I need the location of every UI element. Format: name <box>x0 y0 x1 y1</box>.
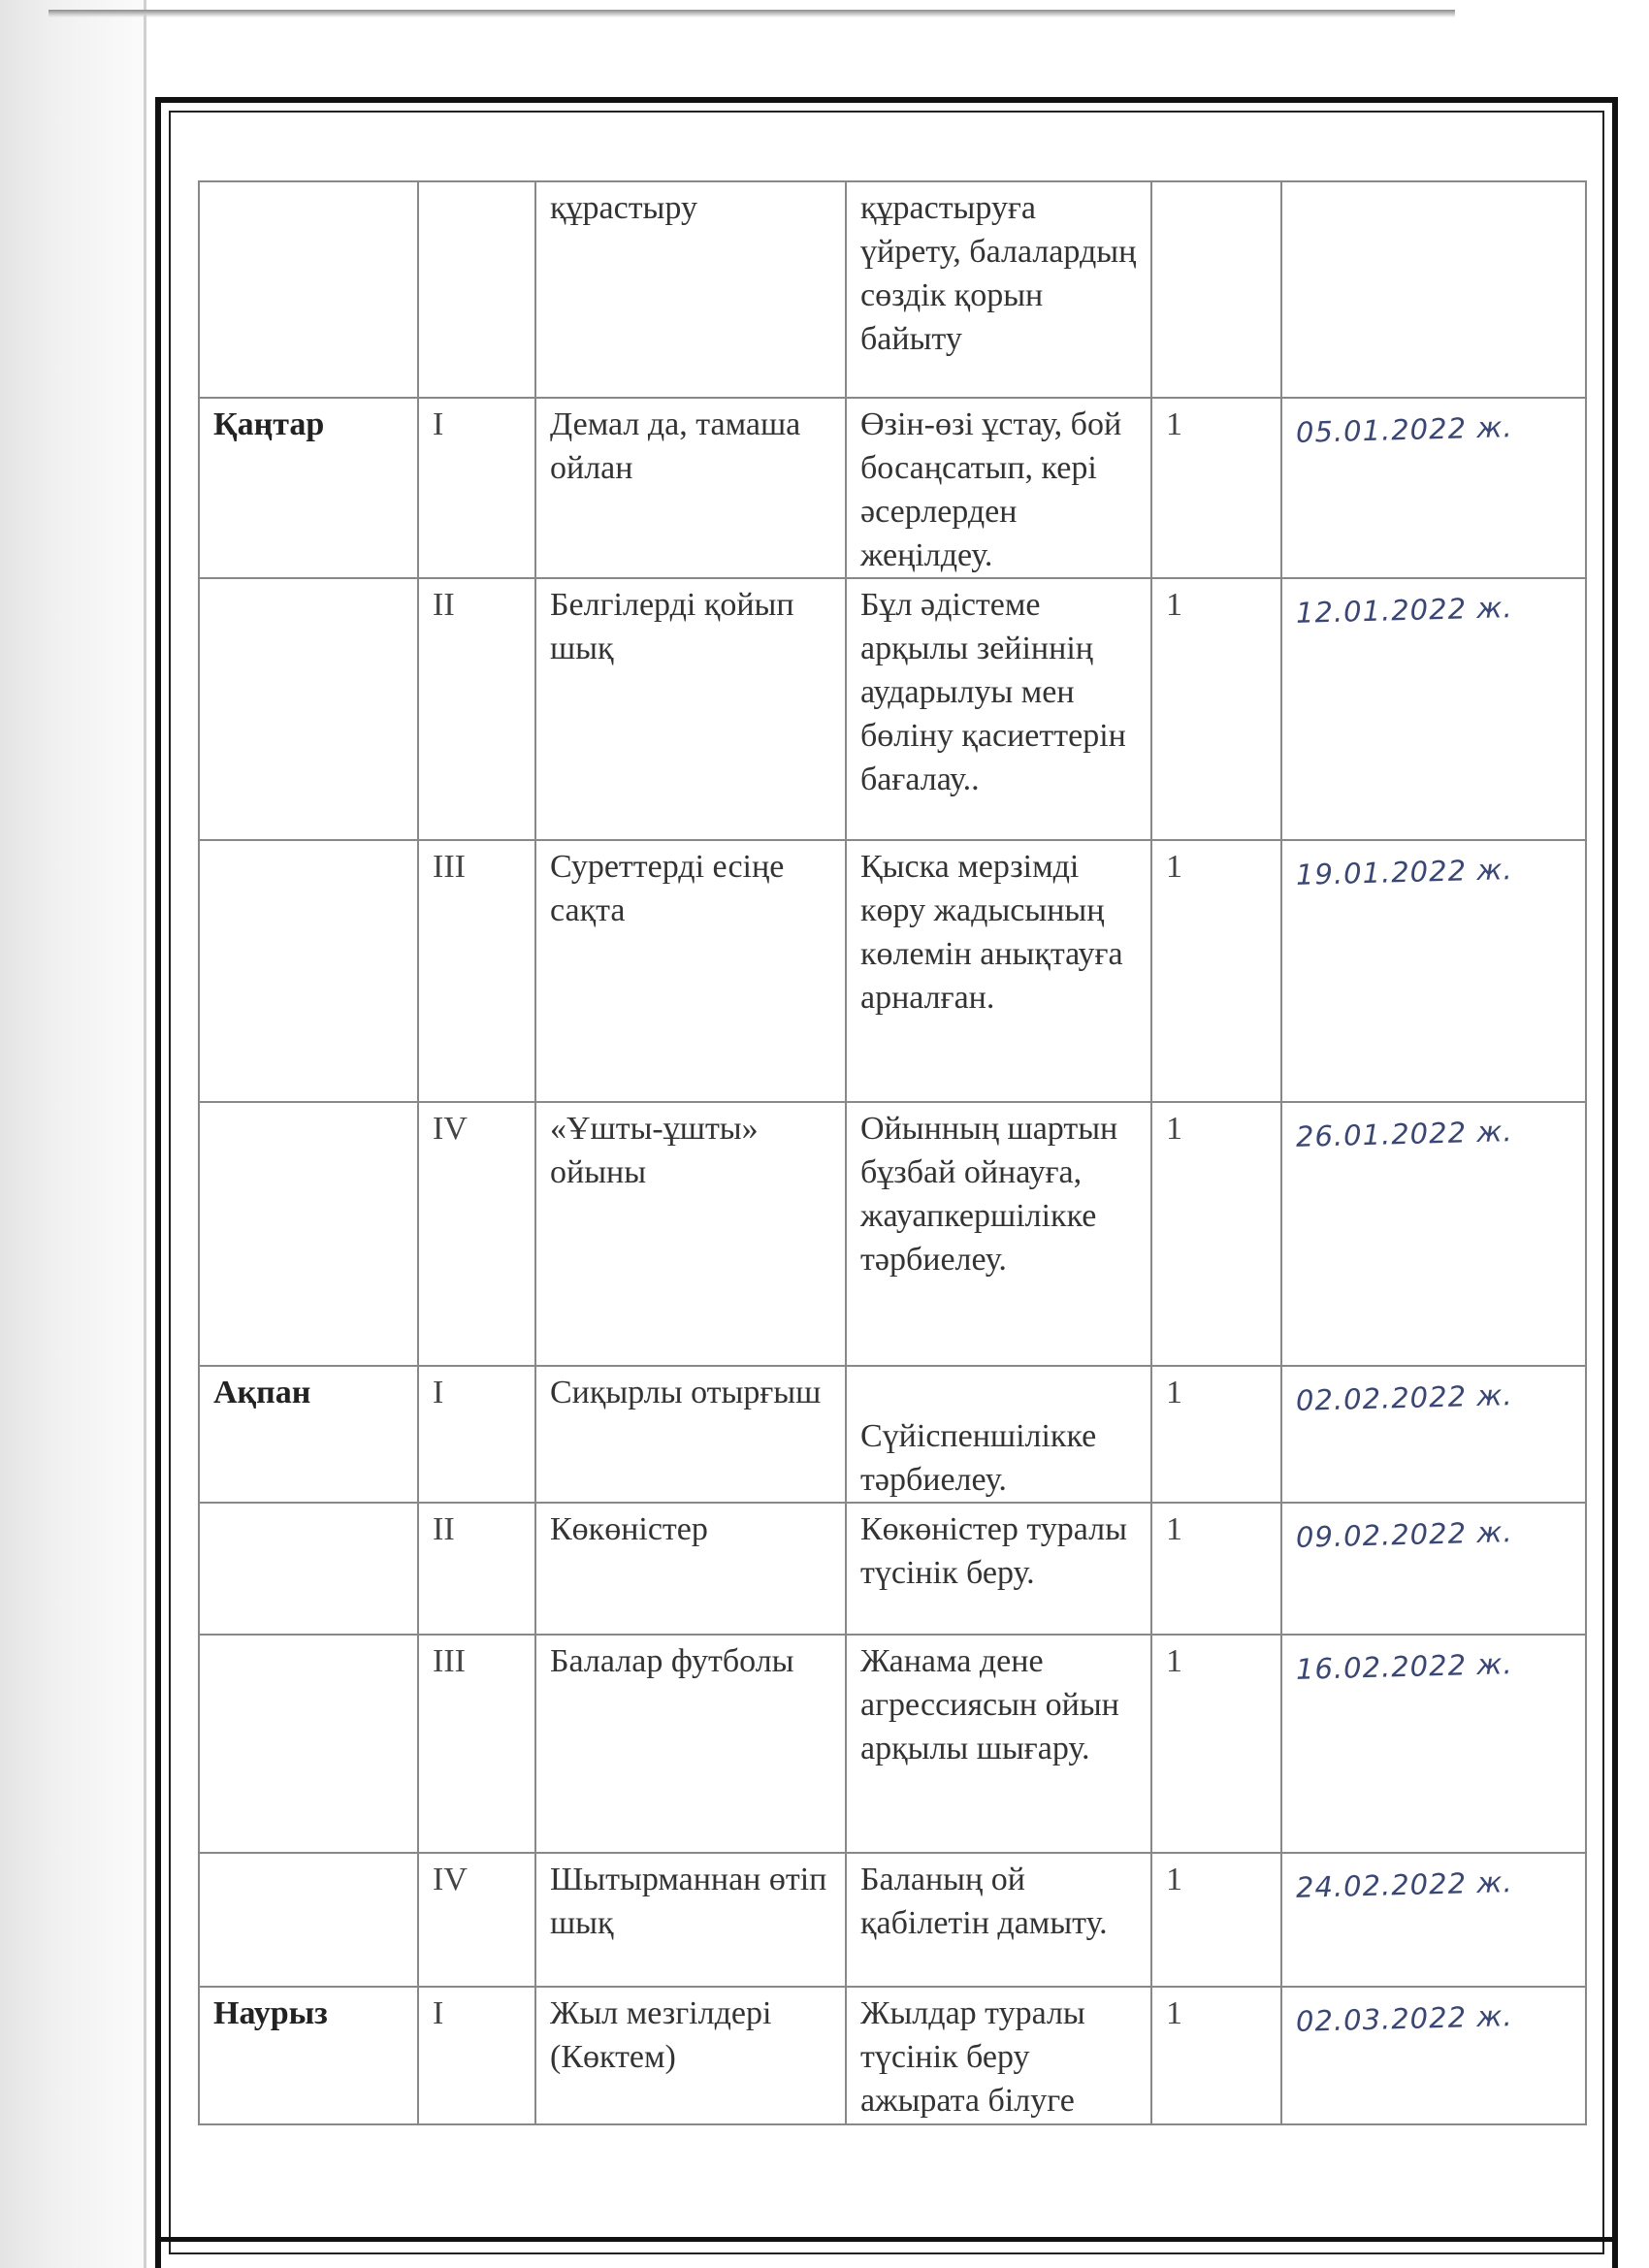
date-cell <box>1281 398 1586 578</box>
hours-cell: 1 <box>1151 1366 1281 1503</box>
handwritten-date: 02.03.2022 ж. <box>1295 1999 1514 2038</box>
hours-cell: 1 <box>1151 840 1281 1102</box>
hours-cell: 1 <box>1151 1503 1281 1635</box>
week-cell <box>418 181 535 398</box>
goal-cell: Жанама дене агрессиясын ойын арқылы шығару. <box>846 1635 1151 1853</box>
goal-cell <box>846 1366 1151 1503</box>
month-cell <box>199 1102 418 1366</box>
handwritten-date: 09.02.2022 ж. <box>1295 1515 1514 1554</box>
scan-top-shadow <box>48 10 1455 17</box>
date-cell <box>1281 840 1586 1102</box>
hours-cell: 1 <box>1151 1635 1281 1853</box>
table-row <box>199 1102 1586 1366</box>
date-cell <box>1281 1635 1586 1853</box>
topic-cell: Жыл мезгілдері (Көктем) <box>535 1987 846 2124</box>
month-cell <box>199 181 418 398</box>
topic-cell: Суреттерді есіңе сақта <box>535 840 846 1102</box>
hours-cell: 1 <box>1151 578 1281 840</box>
goal-cell: Өзін-өзі ұстау, бой босаңсатып, кері әсерлерден жеңілдеу. <box>846 398 1151 578</box>
month-cell: Наурыз <box>199 1987 418 2124</box>
table-row <box>199 398 1586 578</box>
handwritten-date: 24.02.2022 ж. <box>1295 1865 1514 1904</box>
topic-cell: Балалар футболы <box>535 1635 846 1853</box>
topic-cell: құрастыру <box>535 181 846 398</box>
date-cell <box>1281 1366 1586 1503</box>
goal-cell: құрастыруға үйрету, балалардың сөздік қорын байыту <box>846 181 1151 398</box>
hours-cell: 1 <box>1151 1102 1281 1366</box>
handwritten-date: 02.02.2022 ж. <box>1295 1378 1514 1417</box>
topic-cell: Сиқырлы отырғыш <box>535 1366 846 1503</box>
goal-cell: Бұл әдістеме арқылы зейіннің аударылуы мен бөліну қасиеттерін бағалау.. <box>846 578 1151 840</box>
month-cell <box>199 840 418 1102</box>
scan-left-shadow <box>0 0 146 2268</box>
hours-cell: 1 <box>1151 1853 1281 1987</box>
goal-cell: Баланың ой қабілетін дамыту. <box>846 1853 1151 1987</box>
date-cell <box>1281 1853 1586 1987</box>
week-cell: IV <box>418 1853 535 1987</box>
month-cell: Қаңтар <box>199 398 418 578</box>
table-row <box>199 1987 1586 2124</box>
scan-page-edge <box>144 0 146 2268</box>
week-cell: I <box>418 398 535 578</box>
handwritten-date: 26.01.2022 ж. <box>1295 1115 1514 1153</box>
month-cell <box>199 578 418 840</box>
goal-cell: Көкөністер туралы түсінік беру. <box>846 1503 1151 1635</box>
month-cell: Ақпан <box>199 1366 418 1503</box>
month-cell <box>199 1853 418 1987</box>
table-row <box>199 1503 1586 1635</box>
lesson-plan-table <box>198 180 1587 2125</box>
date-cell <box>1281 181 1586 398</box>
topic-cell: Демал да, тамаша ойлан <box>535 398 846 578</box>
table-row <box>199 181 1586 398</box>
topic-cell: Шытырманнан өтіп шық <box>535 1853 846 1987</box>
week-cell: III <box>418 840 535 1102</box>
topic-cell: Көкөністер <box>535 1503 846 1635</box>
hours-cell: 1 <box>1151 398 1281 578</box>
page-border-bottom <box>155 2237 1618 2242</box>
date-cell <box>1281 1102 1586 1366</box>
hours-cell: 1 <box>1151 1987 1281 2124</box>
table-row <box>199 1635 1586 1853</box>
handwritten-date: 19.01.2022 ж. <box>1295 853 1514 891</box>
table-row <box>199 578 1586 840</box>
week-cell: III <box>418 1635 535 1853</box>
topic-cell: Белгілерді қойып шық <box>535 578 846 840</box>
goal-cell: Қыска мерзімді көру жадысының көлемін анықтауға арналған. <box>846 840 1151 1102</box>
month-cell <box>199 1635 418 1853</box>
week-cell: I <box>418 1366 535 1503</box>
goal-cell: Жылдар туралы түсінік беру ажырата білуге <box>846 1987 1151 2124</box>
week-cell: II <box>418 578 535 840</box>
table-row <box>199 1853 1586 1987</box>
week-cell: I <box>418 1987 535 2124</box>
table-row <box>199 1366 1586 1503</box>
table-row <box>199 840 1586 1102</box>
hours-cell <box>1151 181 1281 398</box>
week-cell: IV <box>418 1102 535 1366</box>
date-cell <box>1281 1987 1586 2124</box>
handwritten-date: 12.01.2022 ж. <box>1295 591 1514 630</box>
date-cell <box>1281 578 1586 840</box>
topic-cell: «Ұшты-ұшты» ойыны <box>535 1102 846 1366</box>
goal-cell: Ойынның шартын бұзбай ойнауға, жауапкершілікке тәрбиелеу. <box>846 1102 1151 1366</box>
month-cell <box>199 1503 418 1635</box>
handwritten-date: 16.02.2022 ж. <box>1295 1647 1514 1686</box>
handwritten-date: 05.01.2022 ж. <box>1295 410 1514 449</box>
goal-text: Сүйіспеншілікке тәрбиелеу. <box>860 1418 1097 1498</box>
week-cell: II <box>418 1503 535 1635</box>
date-cell <box>1281 1503 1586 1635</box>
